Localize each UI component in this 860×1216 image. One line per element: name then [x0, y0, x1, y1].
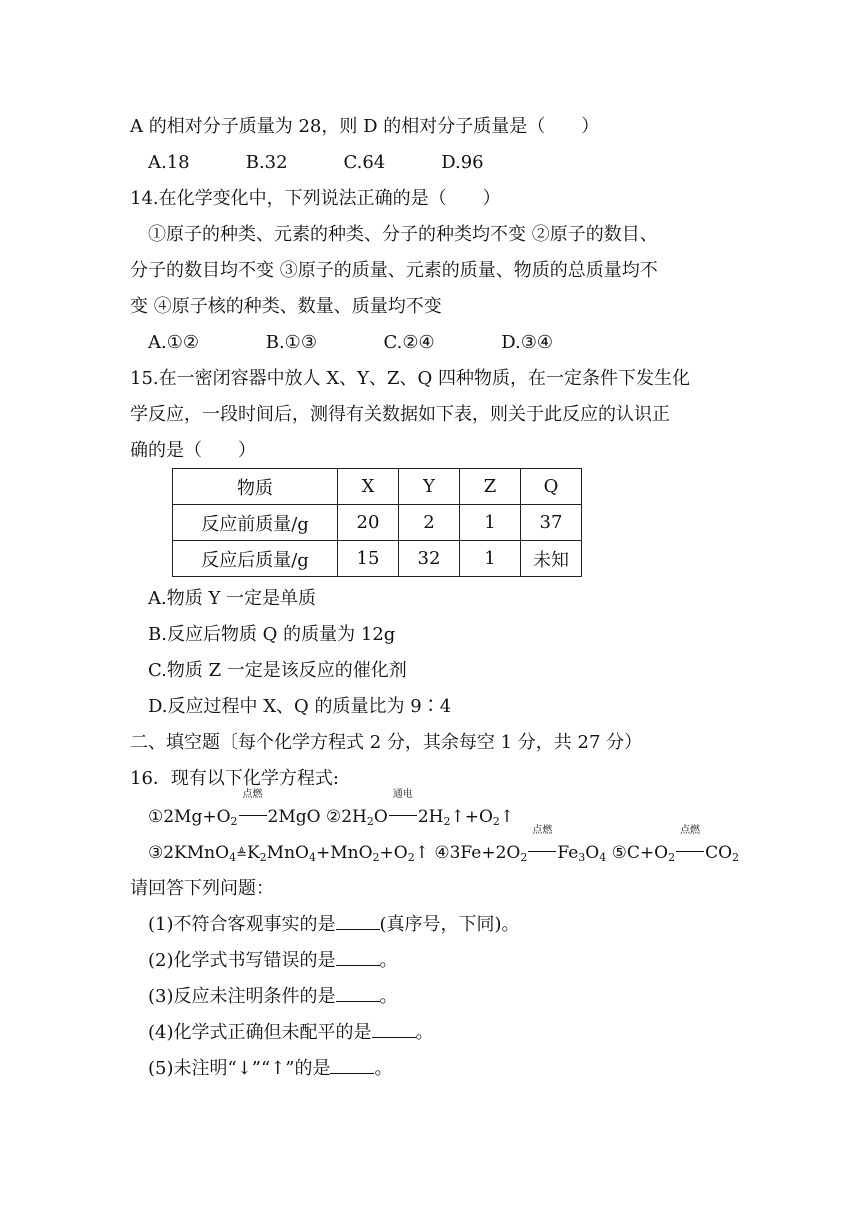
equation-4: $④3Fe+2O_2$ 点燃 $Fe_3O_4$	[434, 843, 606, 863]
q16-sub5	[148, 1054, 392, 1084]
table-row	[173, 541, 582, 577]
q14-option-b: B.①③	[265, 332, 317, 353]
table-header-cell: 物质	[173, 469, 338, 505]
q16-equations-line2	[148, 825, 740, 873]
table-header-cell: Z	[460, 469, 521, 505]
table-header-cell: Q	[521, 469, 582, 505]
q16-sub4	[148, 1018, 434, 1048]
equation-5: $⑤C+O_2$ 点燃 $CO_2$	[612, 843, 739, 863]
q15-option-d: D.反应过程中 X、Q 的质量比为 9∶4	[148, 696, 452, 717]
q15-data-table	[172, 468, 582, 577]
table-header-cell: X	[338, 469, 399, 505]
table-header-cell: Y	[399, 469, 460, 505]
reaction-condition: 通电	[389, 802, 417, 832]
table-cell: 1	[460, 541, 521, 577]
q16-ask: 请回答下列问题：	[130, 878, 274, 899]
section-title: 二、填空题〔每个化学方程式 2 分，其余每空 1 分，共 27 分）	[130, 732, 643, 753]
equation-1: $①2Mg+O_2$ 点燃 2MgO	[148, 807, 321, 827]
q14-statement-line1: ①原子的种类、元素的种类、分子的种类均不变 ②原子的数目、	[148, 224, 658, 245]
sub-question-text: (3)反应未注明条件的是	[148, 986, 336, 1007]
q16-sub2	[148, 946, 398, 976]
table-cell: 2	[399, 505, 460, 541]
table-row	[173, 505, 582, 541]
q15-option-c: C.物质 Z 一定是该反应的催化剂	[148, 660, 407, 681]
table-cell: 32	[399, 541, 460, 577]
q13-option-c: C.64	[343, 152, 386, 173]
table-cell: 20	[338, 505, 399, 541]
sub-question-text: (1)不符合客观事实的是	[148, 914, 336, 935]
q13-options	[148, 148, 484, 178]
q14-statement-line3: 变 ④原子核的种类、数量、质量均不变	[130, 296, 442, 317]
period: 。	[379, 986, 398, 1007]
q15-option-b: B.反应后物质 Q 的质量为 12g	[148, 624, 396, 645]
period: 。	[379, 950, 398, 971]
period: 。	[374, 1058, 393, 1079]
table-cell: 1	[460, 505, 521, 541]
heat-symbol: ≜	[236, 847, 247, 862]
equation-2: $②2H_2O$ 通电 $2H_2↑+O_2↑$	[326, 807, 514, 827]
table-cell: 反应后质量/g	[173, 541, 338, 577]
answer-blank[interactable]	[336, 911, 380, 930]
q14-option-a: A.①②	[148, 332, 199, 353]
q16-sub3	[148, 982, 398, 1012]
table-cell: 未知	[521, 541, 582, 577]
period: 。	[415, 1022, 434, 1043]
table-cell: 37	[521, 505, 582, 541]
equation-3: $③2KMnO_4≜K_2MnO_4+MnO_2+O_2↑$	[148, 843, 429, 864]
sub-question-text: (4)化学式正确但未配平的是	[148, 1022, 372, 1043]
q16-equations-line1	[148, 789, 515, 837]
sub-question-text: (真序号，下同)。	[379, 914, 520, 935]
q13-option-b: B.32	[245, 152, 288, 173]
q13-option-a: A.18	[148, 152, 190, 173]
q16-stem: 16．现有以下化学方程式:	[130, 768, 339, 789]
q15-option-a: A.物质 Y 一定是单质	[148, 588, 317, 609]
q14-stem: 14.在化学变化中，下列说法正确的是（ ）	[130, 188, 501, 209]
q15-stem-line1: 15.在一密闭容器中放人 X、Y、Z、Q 四种物质，在一定条件下发生化	[130, 368, 691, 389]
sub-question-text: (5)未注明“↓”“↑”的是	[148, 1058, 331, 1079]
table-cell: 15	[338, 541, 399, 577]
table-header-row	[173, 469, 582, 505]
q13-stem: A 的相对分子质量为 28，则 D 的相对分子质量是（ ）	[130, 116, 600, 137]
q14-option-d: D.③④	[501, 332, 553, 353]
answer-blank[interactable]	[336, 983, 380, 1002]
q13-option-d: D.96	[441, 152, 484, 173]
reaction-condition: 点燃	[239, 802, 267, 832]
reaction-condition: 点燃	[676, 838, 704, 868]
q15-stem-line3: 确的是（ ）	[130, 440, 256, 461]
answer-blank[interactable]	[372, 1019, 416, 1038]
q14-statement-line2: 分子的数目均不变 ③原子的质量、元素的质量、物质的总质量均不	[130, 260, 658, 281]
q14-options	[148, 328, 553, 358]
q16-sub1	[148, 910, 520, 940]
answer-blank[interactable]	[336, 947, 380, 966]
q15-stem-line2: 学反应，一段时间后，测得有关数据如下表，则关于此反应的认识正	[130, 404, 670, 425]
table-cell: 反应前质量/g	[173, 505, 338, 541]
answer-blank[interactable]	[330, 1055, 374, 1074]
reaction-condition: 点燃	[528, 838, 556, 868]
sub-question-text: (2)化学式书写错误的是	[148, 950, 336, 971]
q14-option-c: C.②④	[383, 332, 435, 353]
